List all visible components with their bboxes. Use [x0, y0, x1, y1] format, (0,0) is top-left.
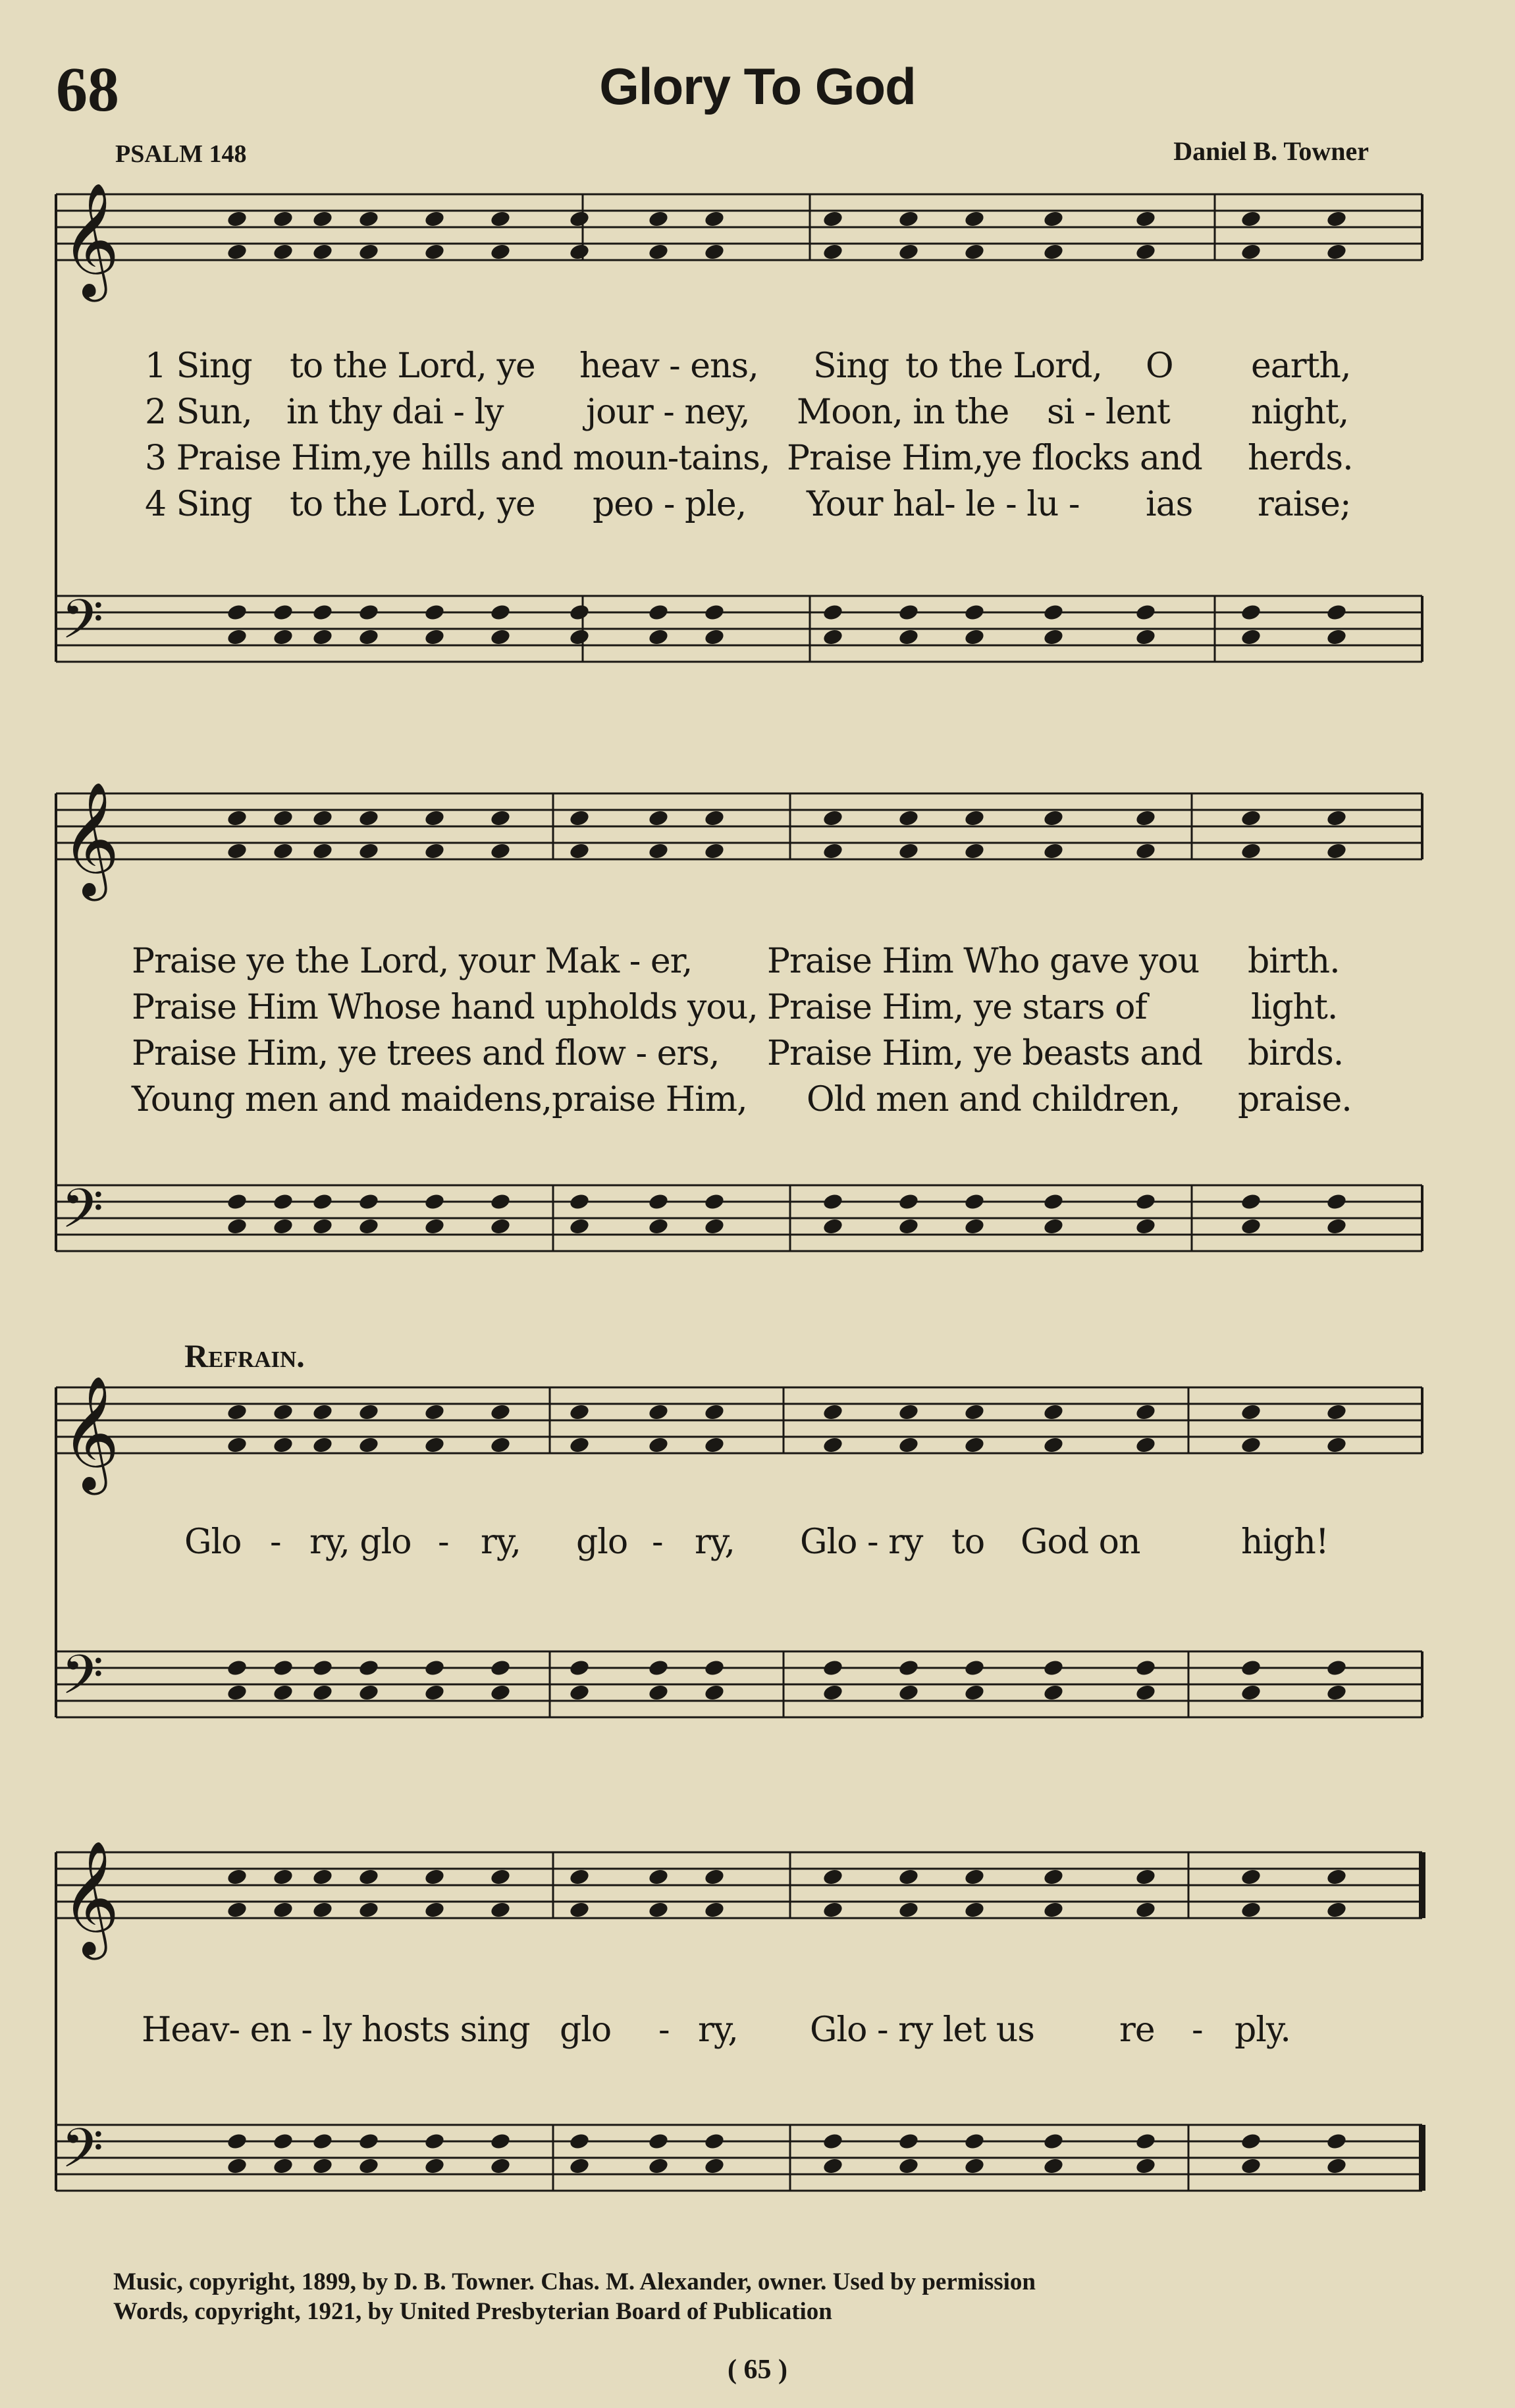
- note-head: [311, 1659, 333, 1677]
- note-head: [226, 1403, 248, 1421]
- note-head: [423, 628, 445, 646]
- note-head: [272, 2132, 294, 2151]
- note-head: [568, 1435, 590, 1454]
- treble-clef-icon: 𝄞: [61, 182, 120, 297]
- note-head: [703, 1659, 725, 1677]
- note-head: [703, 242, 725, 261]
- note-head: [1042, 842, 1064, 860]
- note-head: [963, 1192, 985, 1211]
- note-head: [963, 628, 985, 646]
- note-head: [1134, 1403, 1156, 1421]
- page-number: ( 65 ): [728, 2355, 787, 2385]
- bass-clef-icon: 𝄢: [61, 587, 104, 664]
- note-head: [647, 2132, 669, 2151]
- note-head: [489, 809, 511, 827]
- note-head: [226, 2132, 248, 2151]
- note-head: [226, 1867, 248, 1886]
- note-head: [1325, 1900, 1347, 1919]
- note-head: [311, 2156, 333, 2175]
- note-head: [311, 809, 333, 827]
- note-head: [423, 1683, 445, 1701]
- note-head: [897, 1192, 919, 1211]
- note-head: [1240, 2132, 1262, 2151]
- hymn-number: 68: [56, 54, 119, 124]
- note-head: [489, 842, 511, 860]
- note-head: [311, 2132, 333, 2151]
- note-head: [703, 2132, 725, 2151]
- note-head: [226, 1435, 248, 1454]
- note-head: [311, 1683, 333, 1701]
- note-head: [897, 2132, 919, 2151]
- note-head: [963, 2132, 985, 2151]
- note-head: [1240, 1403, 1262, 1421]
- note-head: [703, 1192, 725, 1211]
- note-head: [822, 1403, 843, 1421]
- note-head: [647, 603, 669, 622]
- note-head: [423, 242, 445, 261]
- note-head: [423, 842, 445, 860]
- note-head: [1325, 2156, 1347, 2175]
- note-head: [1325, 603, 1347, 622]
- note-head: [272, 1867, 294, 1886]
- note-head: [1042, 1217, 1064, 1235]
- note-head: [1325, 1192, 1347, 1211]
- scripture-source: PSALM 148: [115, 140, 247, 168]
- note-head: [358, 2156, 379, 2175]
- note-head: [822, 1192, 843, 1211]
- note-head: [272, 603, 294, 622]
- note-head: [703, 1683, 725, 1701]
- note-head: [703, 1403, 725, 1421]
- note-head: [1042, 1683, 1064, 1701]
- note-head: [272, 1435, 294, 1454]
- note-head: [822, 628, 843, 646]
- note-head: [568, 242, 590, 261]
- note-head: [1042, 809, 1064, 827]
- note-head: [1042, 2132, 1064, 2151]
- note-head: [358, 1217, 379, 1235]
- note-head: [963, 1435, 985, 1454]
- note-head: [822, 242, 843, 261]
- note-head: [703, 603, 725, 622]
- note-head: [822, 1217, 843, 1235]
- note-head: [822, 1867, 843, 1886]
- treble-clef-icon: 𝄞: [61, 782, 120, 896]
- note-head: [423, 209, 445, 228]
- note-head: [1134, 1435, 1156, 1454]
- note-head: [1134, 628, 1156, 646]
- note-head: [1134, 603, 1156, 622]
- note-head: [1325, 242, 1347, 261]
- note-head: [1042, 1867, 1064, 1886]
- note-head: [423, 1403, 445, 1421]
- note-head: [1240, 603, 1262, 622]
- bass-clef-icon: 𝄢: [61, 1643, 104, 1720]
- note-head: [358, 1867, 379, 1886]
- note-head: [1134, 2132, 1156, 2151]
- note-head: [703, 809, 725, 827]
- note-head: [358, 1403, 379, 1421]
- note-head: [311, 1867, 333, 1886]
- note-head: [703, 628, 725, 646]
- note-head: [568, 842, 590, 860]
- note-head: [647, 2156, 669, 2175]
- copyright-music: Music, copyright, 1899, by D. B. Towner. Chas. M. Alexander, owner. Used by permission: [113, 2268, 1036, 2295]
- note-head: [1325, 209, 1347, 228]
- copyright-footer: [113, 2267, 1036, 2326]
- note-head: [423, 2156, 445, 2175]
- note-head: [1325, 1435, 1347, 1454]
- note-head: [1325, 1403, 1347, 1421]
- note-head: [963, 1867, 985, 1886]
- note-head: [647, 628, 669, 646]
- note-head: [1134, 842, 1156, 860]
- note-head: [489, 1192, 511, 1211]
- note-head: [1134, 1683, 1156, 1701]
- note-head: [311, 842, 333, 860]
- note-head: [703, 2156, 725, 2175]
- note-head: [822, 1659, 843, 1677]
- note-head: [897, 1900, 919, 1919]
- note-head: [423, 603, 445, 622]
- note-head: [1042, 603, 1064, 622]
- note-head: [358, 603, 379, 622]
- note-head: [1134, 2156, 1156, 2175]
- note-head: [897, 603, 919, 622]
- note-head: [311, 1217, 333, 1235]
- note-head: [423, 1435, 445, 1454]
- note-head: [897, 1217, 919, 1235]
- note-head: [1325, 809, 1347, 827]
- note-head: [1042, 1435, 1064, 1454]
- note-head: [647, 1435, 669, 1454]
- note-head: [822, 209, 843, 228]
- note-head: [568, 603, 590, 622]
- note-head: [272, 1683, 294, 1701]
- note-head: [568, 1403, 590, 1421]
- note-head: [358, 809, 379, 827]
- note-head: [272, 1403, 294, 1421]
- note-head: [489, 1683, 511, 1701]
- note-head: [489, 1217, 511, 1235]
- note-head: [1134, 809, 1156, 827]
- note-head: [963, 1683, 985, 1701]
- note-head: [311, 1435, 333, 1454]
- note-head: [822, 1683, 843, 1701]
- note-head: [272, 1900, 294, 1919]
- note-head: [1240, 1900, 1262, 1919]
- note-head: [822, 2132, 843, 2151]
- note-head: [1325, 628, 1347, 646]
- note-head: [1042, 628, 1064, 646]
- note-head: [311, 1192, 333, 1211]
- note-head: [703, 1900, 725, 1919]
- note-head: [963, 1217, 985, 1235]
- note-head: [568, 628, 590, 646]
- note-head: [423, 1867, 445, 1886]
- note-head: [226, 842, 248, 860]
- note-head: [963, 2156, 985, 2175]
- note-head: [647, 1900, 669, 1919]
- note-head: [963, 1403, 985, 1421]
- note-head: [1325, 1217, 1347, 1235]
- note-head: [822, 842, 843, 860]
- note-head: [1240, 809, 1262, 827]
- note-head: [897, 1403, 919, 1421]
- note-head: [1042, 1192, 1064, 1211]
- note-head: [358, 1900, 379, 1919]
- note-head: [568, 1192, 590, 1211]
- note-head: [272, 2156, 294, 2175]
- note-head: [963, 242, 985, 261]
- note-head: [489, 209, 511, 228]
- note-head: [647, 1403, 669, 1421]
- note-head: [272, 242, 294, 261]
- note-head: [489, 1900, 511, 1919]
- note-head: [358, 2132, 379, 2151]
- note-head: [272, 1217, 294, 1235]
- note-head: [489, 603, 511, 622]
- note-head: [822, 1900, 843, 1919]
- note-head: [1240, 628, 1262, 646]
- note-head: [1042, 1403, 1064, 1421]
- note-head: [1042, 1659, 1064, 1677]
- note-head: [1240, 1867, 1262, 1886]
- note-head: [1240, 1683, 1262, 1701]
- note-head: [1325, 842, 1347, 860]
- treble-clef-icon: 𝄞: [61, 1840, 120, 1955]
- note-head: [1240, 242, 1262, 261]
- note-head: [358, 628, 379, 646]
- note-head: [703, 209, 725, 228]
- bass-clef-icon: 𝄢: [61, 1177, 104, 1254]
- note-head: [311, 1403, 333, 1421]
- note-head: [1240, 2156, 1262, 2175]
- note-head: [1240, 1192, 1262, 1211]
- note-head: [568, 209, 590, 228]
- note-head: [897, 242, 919, 261]
- note-head: [647, 242, 669, 261]
- note-head: [358, 1683, 379, 1701]
- note-head: [703, 1435, 725, 1454]
- note-head: [897, 1435, 919, 1454]
- note-head: [1325, 2132, 1347, 2151]
- note-head: [568, 2132, 590, 2151]
- note-head: [647, 809, 669, 827]
- note-head: [489, 1403, 511, 1421]
- note-head: [489, 1659, 511, 1677]
- note-head: [489, 2156, 511, 2175]
- note-head: [226, 1900, 248, 1919]
- note-head: [897, 1867, 919, 1886]
- note-head: [963, 603, 985, 622]
- note-head: [1042, 242, 1064, 261]
- note-head: [897, 809, 919, 827]
- note-head: [647, 1217, 669, 1235]
- note-head: [1240, 842, 1262, 860]
- bass-clef-icon: 𝄢: [61, 2116, 104, 2193]
- note-head: [489, 1867, 511, 1886]
- note-head: [226, 209, 248, 228]
- note-head: [1134, 1867, 1156, 1886]
- note-head: [1042, 209, 1064, 228]
- note-head: [703, 1867, 725, 1886]
- note-head: [423, 1192, 445, 1211]
- note-head: [423, 1900, 445, 1919]
- note-head: [1134, 1217, 1156, 1235]
- note-head: [568, 1217, 590, 1235]
- note-head: [489, 628, 511, 646]
- note-head: [272, 628, 294, 646]
- note-head: [1134, 209, 1156, 228]
- note-head: [1240, 1217, 1262, 1235]
- note-head: [897, 1683, 919, 1701]
- note-head: [897, 842, 919, 860]
- note-head: [963, 809, 985, 827]
- note-head: [226, 809, 248, 827]
- note-head: [897, 1659, 919, 1677]
- note-head: [568, 1900, 590, 1919]
- note-head: [423, 1217, 445, 1235]
- note-head: [489, 242, 511, 261]
- note-head: [1240, 1435, 1262, 1454]
- note-head: [568, 2156, 590, 2175]
- note-head: [358, 842, 379, 860]
- note-head: [963, 842, 985, 860]
- note-head: [897, 209, 919, 228]
- note-head: [1325, 1867, 1347, 1886]
- note-head: [226, 603, 248, 622]
- note-head: [272, 1192, 294, 1211]
- note-head: [226, 242, 248, 261]
- note-head: [568, 1867, 590, 1886]
- note-head: [1240, 1659, 1262, 1677]
- note-head: [226, 1683, 248, 1701]
- note-head: [358, 242, 379, 261]
- copyright-words: Words, copyright, 1921, by United Presbyterian Board of Publication: [113, 2298, 832, 2325]
- note-head: [1325, 1659, 1347, 1677]
- note-head: [423, 809, 445, 827]
- note-head: [822, 1435, 843, 1454]
- note-head: [311, 209, 333, 228]
- note-head: [822, 603, 843, 622]
- note-head: [1240, 209, 1262, 228]
- note-head: [1042, 1900, 1064, 1919]
- note-head: [1134, 242, 1156, 261]
- note-head: [226, 1192, 248, 1211]
- note-head: [226, 628, 248, 646]
- note-head: [568, 1659, 590, 1677]
- note-head: [358, 1192, 379, 1211]
- note-head: [226, 1217, 248, 1235]
- note-head: [489, 2132, 511, 2151]
- note-head: [423, 1659, 445, 1677]
- note-head: [272, 1659, 294, 1677]
- note-head: [358, 1435, 379, 1454]
- note-head: [703, 1217, 725, 1235]
- note-head: [311, 628, 333, 646]
- note-head: [647, 1192, 669, 1211]
- note-head: [272, 209, 294, 228]
- note-head: [489, 1435, 511, 1454]
- note-head: [1042, 2156, 1064, 2175]
- note-head: [311, 1900, 333, 1919]
- note-head: [272, 842, 294, 860]
- note-head: [1134, 1659, 1156, 1677]
- note-head: [1134, 1192, 1156, 1211]
- note-head: [423, 2132, 445, 2151]
- note-head: [897, 2156, 919, 2175]
- note-head: [226, 2156, 248, 2175]
- note-head: [703, 842, 725, 860]
- hymn-title: Glory To God: [599, 57, 916, 115]
- note-head: [963, 209, 985, 228]
- note-head: [822, 2156, 843, 2175]
- refrain-label: Refrain.: [184, 1337, 305, 1374]
- note-head: [358, 1659, 379, 1677]
- note-head: [568, 1683, 590, 1701]
- note-head: [1134, 1900, 1156, 1919]
- treble-clef-icon: 𝄞: [61, 1376, 120, 1490]
- note-head: [226, 1659, 248, 1677]
- note-head: [311, 603, 333, 622]
- note-head: [963, 1659, 985, 1677]
- note-head: [647, 1683, 669, 1701]
- composer: Daniel B. Towner: [1173, 136, 1369, 166]
- note-head: [963, 1900, 985, 1919]
- note-head: [647, 209, 669, 228]
- note-head: [822, 809, 843, 827]
- note-head: [311, 242, 333, 261]
- note-head: [897, 628, 919, 646]
- note-head: [647, 1659, 669, 1677]
- note-head: [647, 1867, 669, 1886]
- note-head: [1325, 1683, 1347, 1701]
- note-head: [358, 209, 379, 228]
- note-head: [647, 842, 669, 860]
- note-head: [272, 809, 294, 827]
- note-head: [568, 809, 590, 827]
